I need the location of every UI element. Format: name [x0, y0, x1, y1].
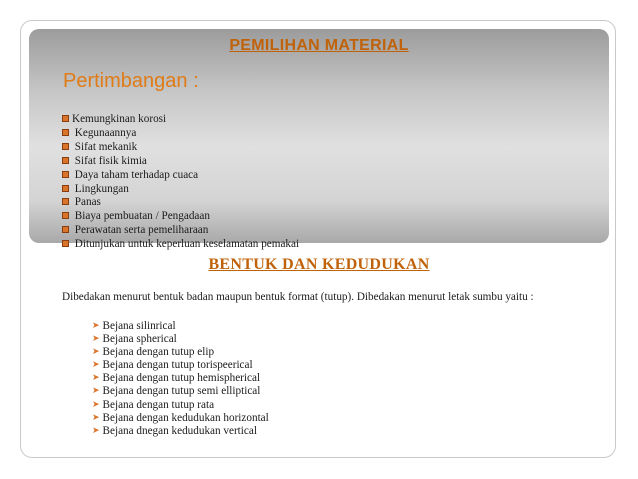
list-item — [92, 359, 269, 372]
vessel-type-list — [92, 320, 269, 438]
vessel-type-label: Bejana dengan tutup semi elliptical — [102, 385, 261, 398]
list-item — [92, 320, 269, 333]
criteria-label: Lingkungan — [74, 182, 129, 195]
square-bullet-icon — [62, 129, 69, 136]
list-item — [62, 210, 299, 224]
criteria-label: Biaya pembuatan / Pengadaan — [74, 210, 210, 223]
vessel-type-label: Bejana dengan tutup torispeerical — [102, 359, 253, 372]
list-item — [92, 412, 269, 425]
square-bullet-icon — [62, 212, 69, 219]
arrow-bullet-icon: ➤ — [92, 333, 100, 344]
intro-paragraph: Dibedakan menurut bentuk badan maupun bentuk format (tutup). Dibedakan menurut letak sumbu yaitu : — [62, 291, 534, 303]
criteria-list — [62, 113, 299, 252]
square-bullet-icon — [62, 115, 69, 122]
square-bullet-icon — [62, 157, 69, 164]
list-item — [92, 425, 269, 438]
list-item — [62, 183, 299, 197]
list-item — [62, 127, 299, 141]
list-item — [62, 169, 299, 183]
list-item — [62, 155, 299, 169]
list-item — [92, 333, 269, 346]
vessel-type-label: Bejana dengan tutup elip — [102, 346, 215, 359]
square-bullet-icon — [62, 198, 69, 205]
arrow-bullet-icon: ➤ — [92, 385, 100, 396]
criteria-label: Daya taham terhadap cuaca — [74, 168, 199, 181]
arrow-bullet-icon: ➤ — [92, 320, 100, 330]
criteria-label: Panas — [74, 196, 101, 209]
arrow-bullet-icon: ➤ — [92, 346, 100, 357]
arrow-bullet-icon: ➤ — [92, 411, 100, 422]
list-item — [62, 238, 299, 252]
vessel-type-label: Bejana dnegan kedudukan vertical — [102, 424, 257, 437]
arrow-bullet-icon: ➤ — [92, 359, 100, 370]
vessel-type-label: Bejana silinrical — [102, 320, 176, 332]
criteria-label: Ditunjukan untuk keperluan keselamatan pemakai — [74, 238, 300, 251]
list-item — [62, 113, 299, 127]
list-item — [62, 224, 299, 238]
list-item — [92, 346, 269, 359]
vessel-type-label: Bejana dengan kedudukan horizontal — [102, 411, 269, 424]
page-title: PEMILIHAN MATERIAL — [229, 37, 409, 54]
section-title: BENTUK DAN KEDUDUKAN — [208, 256, 430, 273]
arrow-bullet-icon: ➤ — [92, 372, 100, 383]
square-bullet-icon — [62, 240, 69, 247]
criteria-label: Sifat fisik kimia — [74, 154, 147, 167]
square-bullet-icon — [62, 185, 69, 192]
criteria-label: Perawatan serta pemeliharaan — [74, 224, 209, 237]
list-item — [92, 385, 269, 398]
criteria-label: Kegunaannya — [74, 126, 137, 139]
subtitle: Pertimbangan : — [63, 70, 199, 92]
list-item — [62, 196, 299, 210]
vessel-type-label: Bejana spherical — [102, 333, 177, 346]
criteria-label: Sifat mekanik — [74, 140, 138, 153]
vessel-type-label: Bejana dengan tutup rata — [102, 398, 215, 411]
square-bullet-icon — [62, 226, 69, 233]
list-item — [62, 141, 299, 155]
arrow-bullet-icon: ➤ — [92, 398, 100, 409]
list-item — [92, 399, 269, 412]
square-bullet-icon — [62, 171, 69, 178]
list-item — [92, 372, 269, 385]
vessel-type-label: Bejana dengan tutup hemispherical — [102, 372, 261, 385]
square-bullet-icon — [62, 143, 69, 150]
criteria-label: Kemungkinan korosi — [72, 113, 167, 125]
arrow-bullet-icon: ➤ — [92, 424, 100, 435]
